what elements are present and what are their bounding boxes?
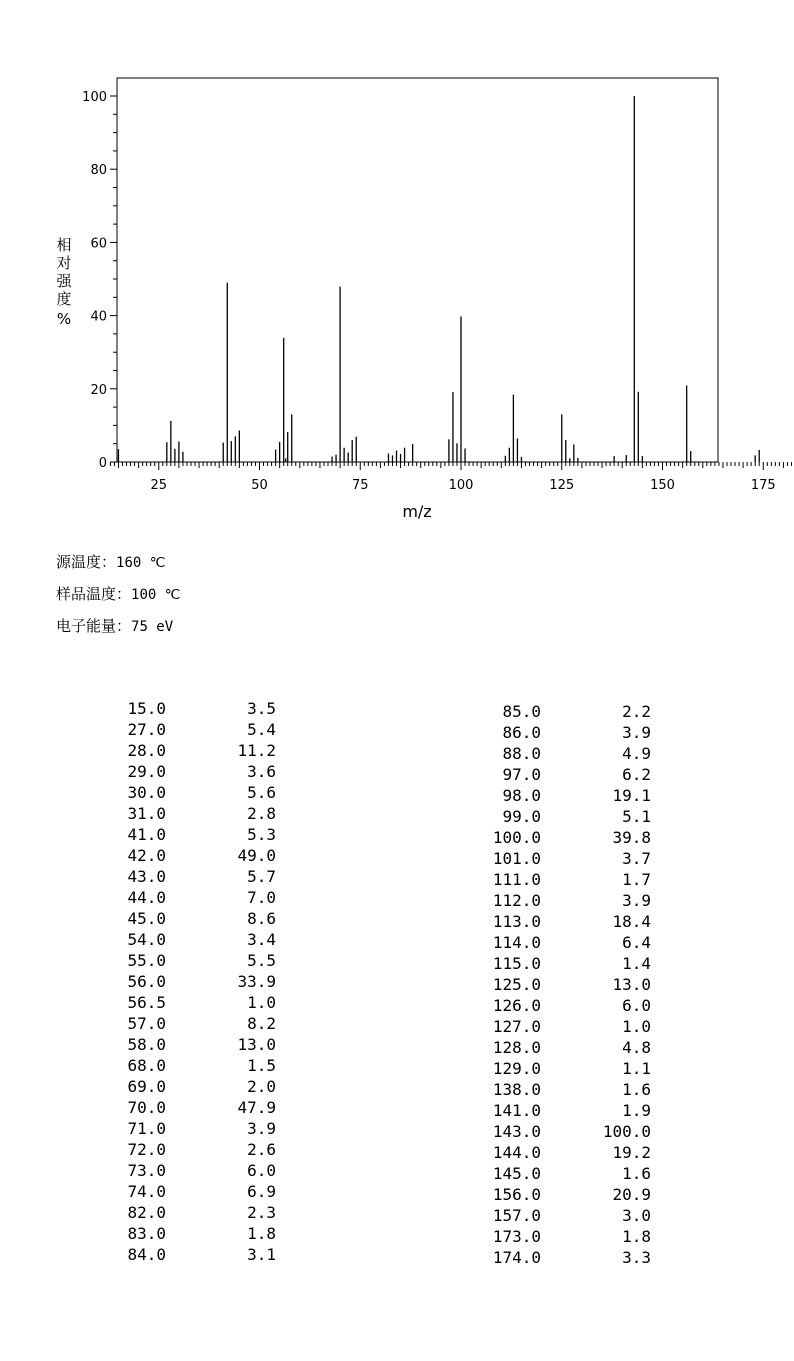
abundance-value: 18.4: [612, 912, 651, 931]
mz-value: 57.0: [127, 1014, 166, 1033]
abundance-value: 1.4: [622, 954, 651, 973]
mz-value: 98.0: [502, 786, 541, 805]
abundance-value: 6.0: [622, 996, 651, 1015]
source-temperature-label: 源温度：: [56, 553, 117, 571]
mz-value: 97.0: [502, 765, 541, 784]
mz-value: 145.0: [492, 1164, 541, 1183]
x-tick-label: 125: [549, 478, 575, 493]
x-tick-label: 150: [650, 478, 675, 493]
mz-value: 85.0: [502, 702, 541, 721]
mz-value: 71.0: [127, 1119, 166, 1138]
mz-value: 113.0: [492, 912, 541, 931]
abundance-value: 19.2: [612, 1143, 651, 1162]
peak-row: [0, 848, 794, 869]
abundance-value: 6.9: [247, 1182, 276, 1201]
mz-value: 115.0: [492, 954, 541, 973]
abundance-value: 13.0: [612, 975, 651, 994]
x-tick-label: 50: [251, 478, 268, 493]
mz-value: 84.0: [127, 1245, 166, 1264]
peak-row: [0, 785, 794, 806]
mz-value: 174.0: [492, 1248, 541, 1267]
mz-value: 42.0: [127, 846, 166, 865]
peak-row: [0, 827, 794, 848]
sample-temperature: [56, 583, 180, 604]
mz-value: 173.0: [492, 1227, 541, 1246]
abundance-value: 1.7: [622, 870, 651, 889]
abundance-value: 2.2: [622, 702, 651, 721]
abundance-value: 3.4: [247, 930, 276, 949]
abundance-value: 3.7: [622, 849, 651, 868]
abundance-value: 5.3: [247, 825, 276, 844]
y-tick-label: 40: [90, 309, 107, 325]
abundance-value: 19.1: [612, 786, 651, 805]
peak-row: [0, 722, 794, 743]
mz-value: 100.0: [492, 828, 541, 847]
sample-temperature-label: 样品温度：: [56, 585, 132, 603]
mz-value: 126.0: [492, 996, 541, 1015]
mz-value: 45.0: [127, 909, 166, 928]
abundance-value: 5.1: [622, 807, 651, 826]
mz-value: 157.0: [492, 1206, 541, 1225]
abundance-value: 8.6: [247, 909, 276, 928]
mz-value: 68.0: [127, 1056, 166, 1075]
abundance-value: 47.9: [237, 1098, 276, 1117]
mz-value: 31.0: [127, 804, 166, 823]
source-temperature: [56, 551, 165, 572]
peak-row: [0, 1058, 794, 1079]
x-tick-label: 175: [750, 478, 776, 493]
peak-row: [0, 701, 794, 722]
mz-value: 30.0: [127, 783, 166, 802]
abundance-value: 3.3: [622, 1248, 651, 1267]
mz-value: 27.0: [127, 720, 166, 739]
x-tick-label: 100: [448, 478, 474, 493]
sample-temperature-value: 100 ℃: [131, 587, 181, 603]
abundance-value: 1.0: [622, 1017, 651, 1036]
peak-row: [0, 953, 794, 974]
mz-value: 44.0: [127, 888, 166, 907]
peak-row: [0, 1079, 794, 1100]
abundance-value: 1.0: [247, 993, 276, 1012]
abundance-value: 13.0: [237, 1035, 276, 1054]
abundance-value: 5.5: [247, 951, 276, 970]
peak-row: [0, 890, 794, 911]
abundance-value: 39.8: [612, 828, 651, 847]
abundance-value: 1.9: [622, 1101, 651, 1120]
mz-value: 82.0: [127, 1203, 166, 1222]
peak-row: [0, 995, 794, 1016]
y-tick-label: 20: [90, 382, 107, 398]
mz-value: 111.0: [492, 870, 541, 889]
abundance-value: 3.6: [247, 762, 276, 781]
peak-row: [0, 1016, 794, 1037]
mz-value: 69.0: [127, 1077, 166, 1096]
peak-row: [0, 974, 794, 995]
y-tick-label: 100: [82, 90, 107, 105]
mz-value: 72.0: [127, 1140, 166, 1159]
peak-row: [0, 764, 794, 785]
abundance-value: 4.9: [622, 744, 651, 763]
mz-value: 101.0: [492, 849, 541, 868]
mz-value: 56.0: [127, 972, 166, 991]
peak-row: [0, 932, 794, 953]
plot-frame: [117, 78, 718, 462]
abundance-value: 7.0: [247, 888, 276, 907]
abundance-value: 1.8: [247, 1224, 276, 1243]
mz-value: 74.0: [127, 1182, 166, 1201]
abundance-value: 3.9: [622, 723, 651, 742]
abundance-value: 3.0: [622, 1206, 651, 1225]
abundance-value: 2.8: [247, 804, 276, 823]
abundance-value: 5.6: [247, 783, 276, 802]
mz-value: 56.5: [127, 993, 166, 1012]
x-tick-label: 75: [351, 478, 369, 493]
abundance-value: 5.4: [247, 720, 276, 739]
abundance-value: 1.5: [247, 1056, 276, 1075]
x-axis-label: m/z: [402, 502, 432, 521]
mz-value: 125.0: [492, 975, 541, 994]
abundance-value: 1.6: [622, 1164, 651, 1183]
mz-value: 43.0: [127, 867, 166, 886]
mz-value: 58.0: [127, 1035, 166, 1054]
abundance-value: 8.2: [247, 1014, 276, 1033]
mz-value: 41.0: [127, 825, 166, 844]
x-tick-label: 25: [150, 478, 168, 493]
mz-value: 86.0: [502, 723, 541, 742]
mz-value: 138.0: [492, 1080, 541, 1099]
abundance-value: 3.1: [247, 1245, 276, 1264]
peak-row: [0, 869, 794, 890]
peak-row: [0, 1205, 794, 1226]
peak-row: [0, 1037, 794, 1058]
abundance-value: 33.9: [237, 972, 276, 991]
peak-row: [0, 1184, 794, 1205]
abundance-value: 6.0: [247, 1161, 276, 1180]
mz-value: 114.0: [492, 933, 541, 952]
abundance-value: 1.8: [622, 1227, 651, 1246]
peak-row: [0, 911, 794, 932]
electron-energy: [56, 615, 173, 636]
peak-row: [0, 1121, 794, 1142]
abundance-value: 2.3: [247, 1203, 276, 1222]
mz-value: 73.0: [127, 1161, 166, 1180]
x-axis: [110, 462, 794, 493]
mz-value: 144.0: [492, 1143, 541, 1162]
peak-row: [0, 1226, 794, 1247]
source-temperature-value: 160 ℃: [116, 555, 166, 571]
spectrum-peaks: [118, 96, 759, 462]
abundance-value: 6.2: [622, 765, 651, 784]
peak-row: [0, 743, 794, 764]
mz-value: 127.0: [492, 1017, 541, 1036]
mz-value: 143.0: [492, 1122, 541, 1141]
mass-spectrum-chart: [0, 0, 794, 540]
mz-value: 112.0: [492, 891, 541, 910]
abundance-value: 11.2: [237, 741, 276, 760]
peak-table-right: [0, 701, 794, 1268]
mz-value: 83.0: [127, 1224, 166, 1243]
abundance-value: 49.0: [237, 846, 276, 865]
electron-energy-label: 电子能量：: [56, 617, 132, 635]
mz-value: 70.0: [127, 1098, 166, 1117]
abundance-value: 6.4: [622, 933, 651, 952]
abundance-value: 4.8: [622, 1038, 651, 1057]
mz-value: 99.0: [502, 807, 541, 826]
mz-value: 54.0: [127, 930, 166, 949]
abundance-value: 20.9: [612, 1185, 651, 1204]
abundance-value: 5.7: [247, 867, 276, 886]
peak-row: [0, 1247, 794, 1268]
mz-value: 129.0: [492, 1059, 541, 1078]
peak-row: [0, 1100, 794, 1121]
peak-row: [0, 806, 794, 827]
electron-energy-value: 75 eV: [131, 619, 174, 635]
y-tick-label: 80: [90, 163, 107, 179]
y-axis-label: 相对强度%: [56, 236, 72, 328]
abundance-value: 3.9: [247, 1119, 276, 1138]
mz-value: 141.0: [492, 1101, 541, 1120]
abundance-value: 2.6: [247, 1140, 276, 1159]
y-tick-label: 60: [90, 236, 107, 252]
abundance-value: 3.5: [247, 699, 276, 718]
abundance-value: 2.0: [247, 1077, 276, 1096]
abundance-value: 1.1: [622, 1059, 651, 1078]
mz-value: 128.0: [492, 1038, 541, 1057]
mz-value: 28.0: [127, 741, 166, 760]
mz-value: 29.0: [127, 762, 166, 781]
mz-value: 88.0: [502, 744, 541, 763]
abundance-value: 100.0: [602, 1122, 651, 1141]
mz-value: 55.0: [127, 951, 166, 970]
mz-value: 156.0: [492, 1185, 541, 1204]
peak-row: [0, 1163, 794, 1184]
mz-value: 15.0: [127, 699, 166, 718]
abundance-value: 3.9: [622, 891, 651, 910]
y-axis: [82, 90, 117, 471]
peak-row: [0, 1142, 794, 1163]
abundance-value: 1.6: [622, 1080, 651, 1099]
y-tick-label: 0: [98, 456, 107, 471]
